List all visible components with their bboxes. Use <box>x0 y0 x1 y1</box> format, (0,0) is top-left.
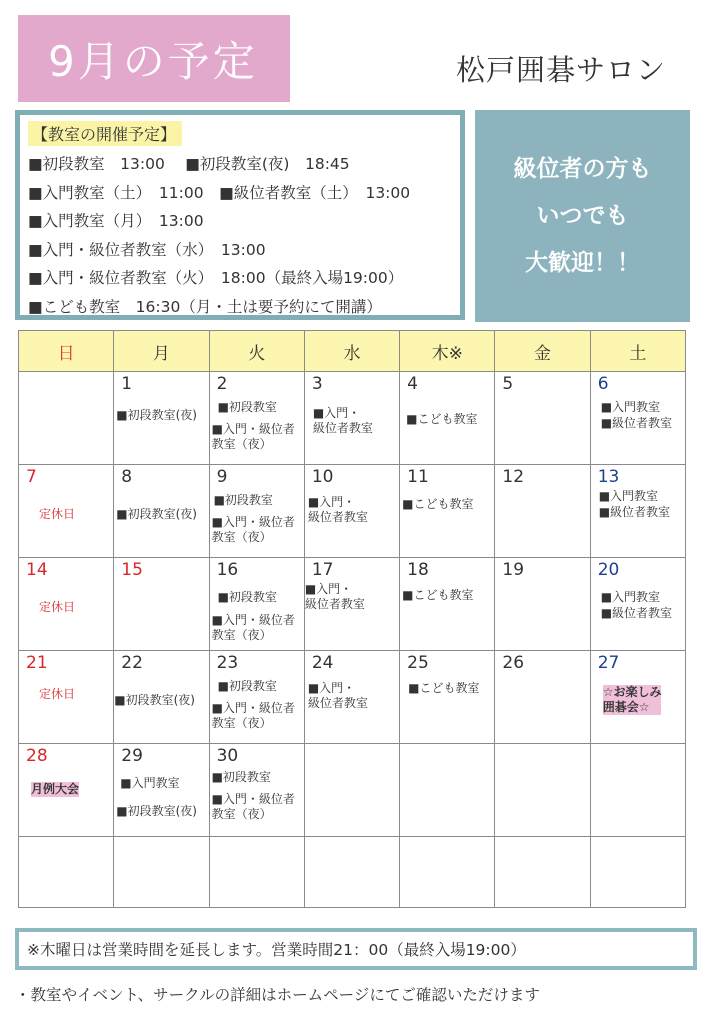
day-cell-empty <box>19 372 114 465</box>
event-label: ■こども教室 <box>402 588 474 602</box>
day-number: 5 <box>502 374 514 394</box>
event-label: ■入門・級位者教室（夜） <box>211 515 295 544</box>
weekday-thu: 木※ <box>400 331 495 372</box>
calendar-week <box>19 558 686 651</box>
day-cell <box>304 651 399 744</box>
day-number: 22 <box>121 653 143 673</box>
event-label: ■入門・級位者教室（夜） <box>211 613 295 642</box>
day-cell <box>19 744 114 837</box>
weekday-wed: 水 <box>304 331 399 372</box>
event-label: ■初段教室(夜) <box>116 408 197 422</box>
day-cell-empty <box>304 837 399 908</box>
event-label: ■初段教室 <box>211 770 271 784</box>
day-number: 8 <box>121 467 133 487</box>
calendar-week <box>19 744 686 837</box>
day-cell <box>114 372 209 465</box>
day-cell <box>304 372 399 465</box>
day-cell <box>400 558 495 651</box>
event-label: ■初段教室(夜) <box>116 804 197 818</box>
class-schedule-box <box>15 110 465 320</box>
day-number: 6 <box>597 374 609 394</box>
day-cell <box>495 465 590 558</box>
weekday-tue: 火 <box>209 331 304 372</box>
event-label: ■初段教室 <box>213 493 273 507</box>
day-number: 9 <box>216 467 228 487</box>
day-cell <box>19 465 114 558</box>
calendar-week <box>19 465 686 558</box>
event-label: ■入門・級位者教室（夜） <box>211 701 295 730</box>
day-cell <box>495 372 590 465</box>
event-label: ■入門教室 <box>598 489 659 503</box>
event-label: ■こども教室 <box>406 412 478 426</box>
day-number: 18 <box>407 560 429 580</box>
event-label: ■初段教室 <box>217 590 277 604</box>
event-label: ■入門・ 級位者教室 <box>312 406 373 435</box>
schedule-line: ■入門教室（月） 13:00 <box>28 212 204 231</box>
day-cell-empty <box>590 837 685 908</box>
day-number: 29 <box>121 746 143 766</box>
event-label: ■こども教室 <box>408 681 480 695</box>
day-cell <box>590 558 685 651</box>
day-cell <box>209 465 304 558</box>
day-number: 20 <box>597 560 620 580</box>
day-number: 15 <box>121 560 143 580</box>
day-cell <box>590 465 685 558</box>
day-cell <box>495 558 590 651</box>
day-number: 1 <box>121 374 133 394</box>
calendar-week <box>19 651 686 744</box>
day-cell <box>19 558 114 651</box>
day-cell <box>114 744 209 837</box>
fun-go-event-label: ☆お楽しみ 囲碁会☆ <box>602 685 662 714</box>
day-number: 19 <box>502 560 525 580</box>
weekday-header-row <box>19 331 686 372</box>
day-cell <box>590 372 685 465</box>
day-number: 16 <box>216 560 239 580</box>
event-label: ■こども教室 <box>402 497 474 511</box>
day-cell-empty <box>400 837 495 908</box>
welcome-line: いつでも <box>536 202 629 229</box>
day-cell <box>209 744 304 837</box>
day-cell <box>400 372 495 465</box>
weekday-mon: 月 <box>114 331 209 372</box>
event-label: ■入門・ 級位者教室 <box>307 495 368 524</box>
weekday-sun: 日 <box>19 331 114 372</box>
day-number: 27 <box>597 653 620 673</box>
day-number: 7 <box>26 467 37 487</box>
day-number: 4 <box>407 374 418 394</box>
day-cell-empty <box>209 837 304 908</box>
thursday-hours-note: ※木曜日は営業時間を延長します。営業時間21：00（最終入場19:00） <box>15 928 697 970</box>
schedule-line: ■入門教室（土） 11:00 ■級位者教室（土） 13:00 <box>28 183 411 202</box>
day-number: 23 <box>216 653 239 673</box>
schedule-line: ■こども教室 16:30（月・土は要予約にて開講） <box>28 297 382 316</box>
day-cell <box>114 651 209 744</box>
day-number: 12 <box>502 467 525 487</box>
event-label: ■級位者教室 <box>600 416 673 430</box>
event-label: ■初段教室(夜) <box>114 693 195 707</box>
day-cell-empty <box>304 744 399 837</box>
day-number: 10 <box>311 467 334 487</box>
welcome-message <box>475 110 690 322</box>
closed-label: 定休日 <box>39 687 76 701</box>
day-cell-empty <box>495 837 590 908</box>
day-cell <box>590 651 685 744</box>
event-label: ■入門教室 <box>600 590 661 604</box>
day-number: 13 <box>597 467 620 487</box>
day-number: 30 <box>216 746 239 766</box>
event-label: ■級位者教室 <box>600 606 673 620</box>
day-number: 28 <box>26 746 48 766</box>
page-title: 9月の予定 <box>18 15 290 102</box>
day-cell <box>400 465 495 558</box>
welcome-line: 大歓迎！！ <box>525 249 640 276</box>
event-label: ■入門・ 級位者教室 <box>304 582 365 611</box>
weekday-fri: 金 <box>495 331 590 372</box>
salon-name: 松戸囲碁サロン <box>456 53 667 87</box>
day-cell-empty <box>19 837 114 908</box>
class-schedule-heading: 【教室の開催予定】 <box>28 121 182 146</box>
event-label: ■初段教室(夜) <box>116 507 197 521</box>
day-number: 2 <box>216 374 228 394</box>
day-cell <box>209 558 304 651</box>
day-cell <box>304 558 399 651</box>
event-label: ■初段教室 <box>217 400 277 414</box>
day-cell <box>209 651 304 744</box>
day-cell <box>400 651 495 744</box>
day-cell-empty <box>590 744 685 837</box>
schedule-line: ■入門・級位者教室（火） 18:00（最終入場19:00） <box>28 269 404 288</box>
day-number: 11 <box>407 467 429 487</box>
day-number: 25 <box>407 653 429 673</box>
day-cell-empty <box>495 744 590 837</box>
day-cell <box>19 651 114 744</box>
day-number: 26 <box>502 653 525 673</box>
day-cell <box>495 651 590 744</box>
day-number: 21 <box>26 653 48 673</box>
event-label: ■入門教室 <box>120 776 180 790</box>
day-number: 17 <box>311 560 334 580</box>
schedule-line: ■入門・級位者教室（水） 13:00 <box>28 240 266 259</box>
calendar-week <box>19 372 686 465</box>
event-label: ■初段教室 <box>217 679 277 693</box>
closed-label: 定休日 <box>39 507 76 521</box>
monthly-tournament-label: 月例大会 <box>31 782 80 796</box>
event-label: ■入門・級位者教室（夜） <box>211 422 295 451</box>
weekday-sat: 土 <box>590 331 685 372</box>
calendar <box>18 330 686 908</box>
day-cell <box>304 465 399 558</box>
day-cell <box>209 372 304 465</box>
event-label: ■入門・級位者教室（夜） <box>211 792 295 821</box>
day-cell <box>114 465 209 558</box>
day-number: 3 <box>311 374 323 394</box>
welcome-line: 級位者の方も <box>513 155 652 182</box>
day-cell-empty <box>114 837 209 908</box>
day-number: 14 <box>26 560 48 580</box>
closed-label: 定休日 <box>39 600 76 614</box>
day-cell <box>114 558 209 651</box>
footer-note: ・教室やイベント、サークルの詳細はホームページにてご確認いただけます <box>15 986 540 1004</box>
event-label: ■級位者教室 <box>598 505 671 519</box>
event-label: ■入門・ 級位者教室 <box>307 681 368 710</box>
day-cell-empty <box>400 744 495 837</box>
schedule-line: ■初段教室 13:00 ■初段教室(夜) 18:45 <box>28 155 350 173</box>
day-number: 24 <box>311 653 334 673</box>
event-label: ■入門教室 <box>600 400 661 414</box>
calendar-week <box>19 837 686 908</box>
